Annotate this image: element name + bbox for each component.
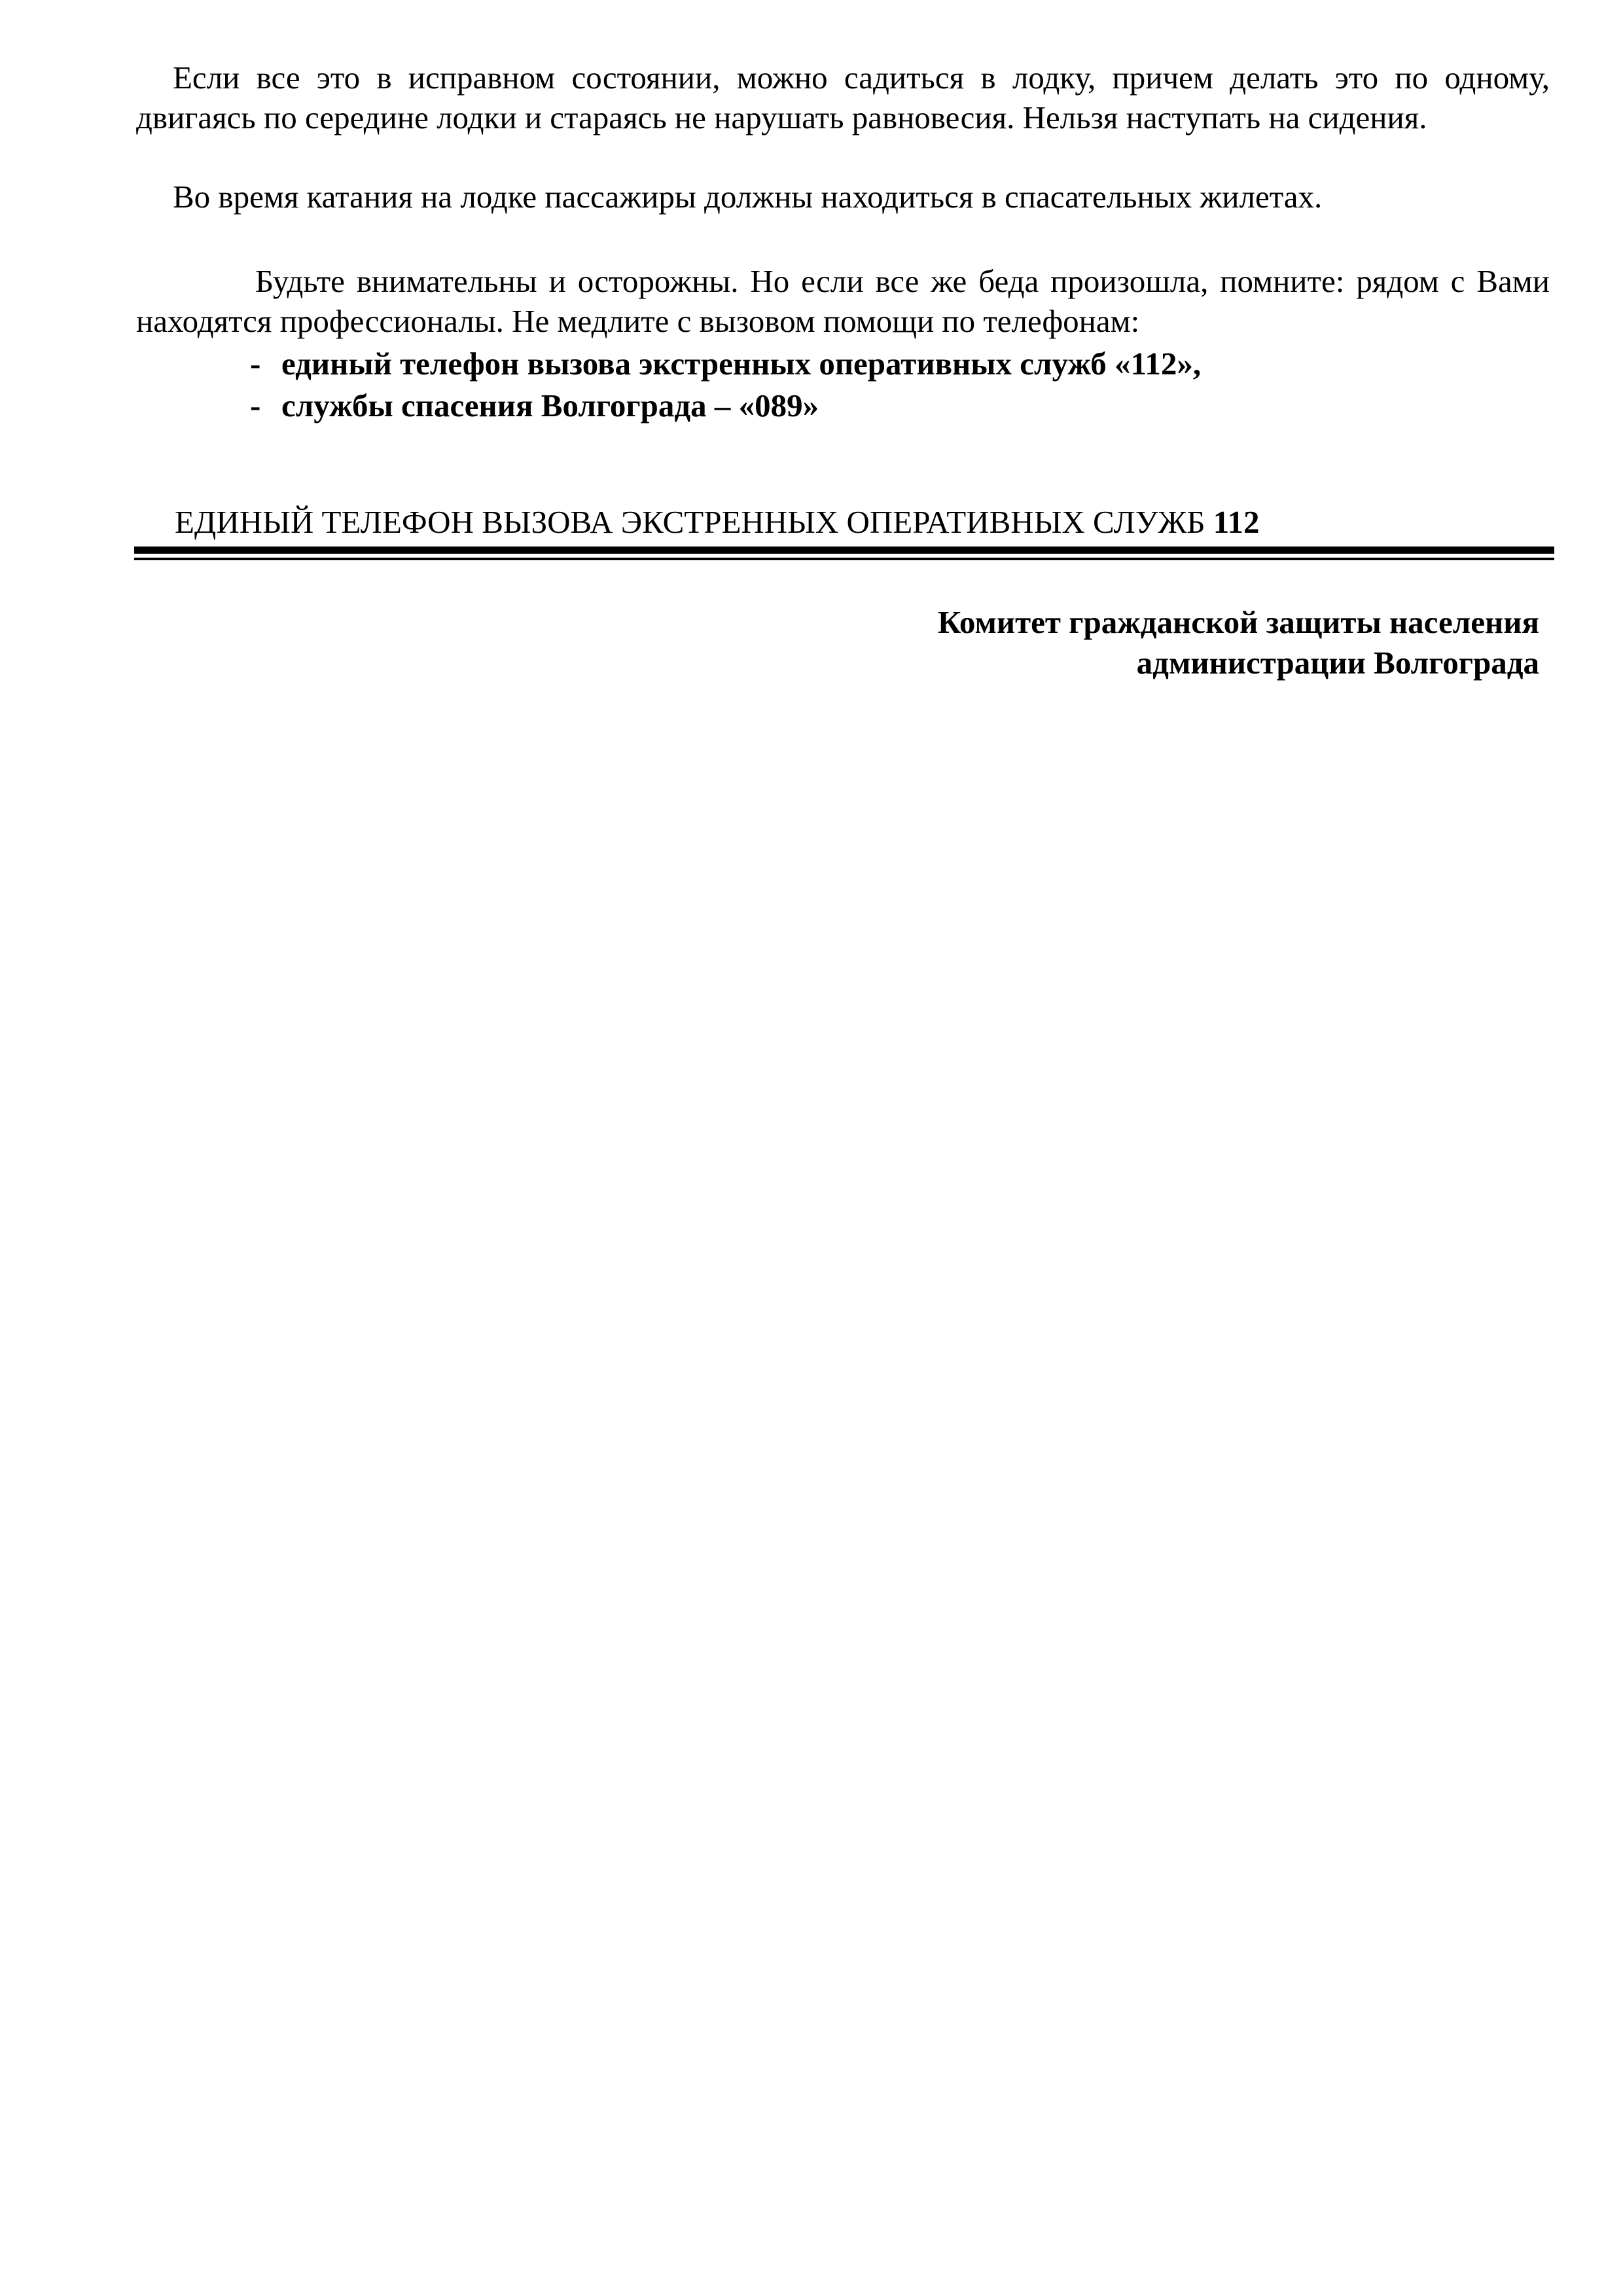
bullet-dash: - (250, 387, 261, 423)
paragraph-life-jackets: Во время катания на лодке пассажиры должны находиться в спасательных жилетах. (173, 179, 1323, 215)
bullet-item-089 (250, 386, 819, 425)
divider-thin (134, 558, 1554, 560)
divider-thick (134, 547, 1554, 554)
paragraph-boat-boarding: Если все это в исправном состоянии, можно садиться в лодку, причем делать это по одному, двигаясь по середине лодки и стараясь не нарушать равновесия. Нельзя наступать на сидения. (136, 60, 1550, 135)
bullet-dash: - (250, 346, 261, 382)
signature-line-1: Комитет гражданской защиты населения (937, 604, 1539, 640)
banner-text: ЕДИНЫЙ ТЕЛЕФОН ВЫЗОВА ЭКСТРЕННЫХ ОПЕРАТИВНЫХ СЛУЖБ (175, 504, 1213, 540)
bullet-text-089: службы спасения Волгограда – «089» (281, 387, 819, 423)
banner-number: 112 (1213, 504, 1260, 540)
bullet-item-112 (250, 344, 1201, 384)
signature-block (938, 602, 1539, 683)
signature-line-2: администрации Волгограда (1136, 645, 1539, 681)
bullet-text-112: единый телефон вызова экстренных оперативных служб «112», (281, 346, 1202, 382)
emergency-number-banner (175, 503, 1260, 542)
paragraph-be-careful: Будьте внимательны и осторожны. Но если все же беда произошла, помните: рядом с Вами находятся профессионалы. Не медлите с вызовом помощи по телефонам: (136, 263, 1550, 339)
